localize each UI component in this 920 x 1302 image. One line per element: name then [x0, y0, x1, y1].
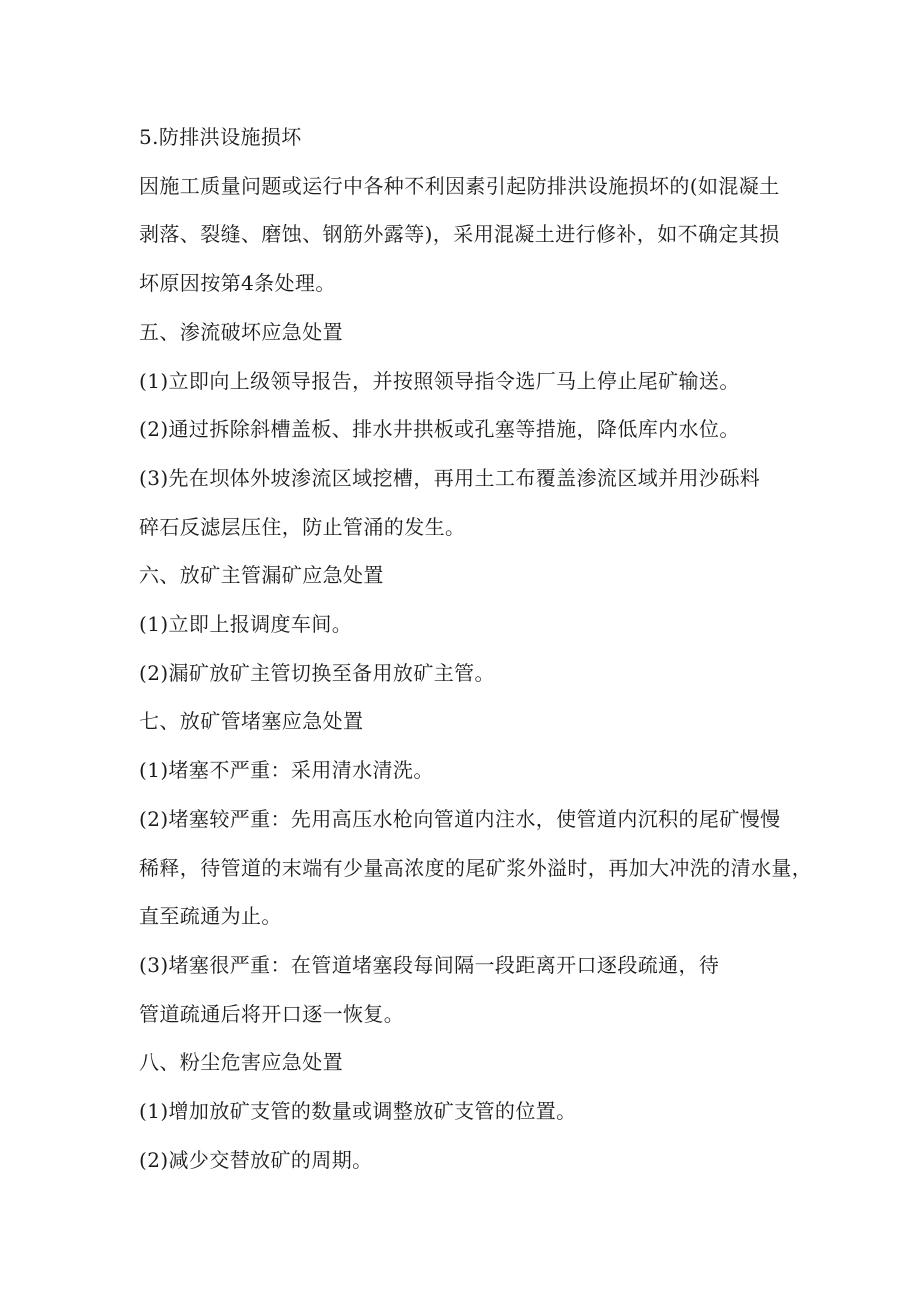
section-heading-pipe-block: 七、放矿管堵塞应急处置 [139, 709, 364, 734]
list-item-line: (3)堵塞很严重：在管道堵塞段每间隔一段距离开口逐段疏通，待 [139, 952, 720, 977]
paragraph-line: 坏原因按第4条处理。 [139, 271, 336, 296]
section-heading-dust: 八、粉尘危害应急处置 [139, 1050, 343, 1075]
list-item-continuation: 稀释，待管道的末端有少量高浓度的尾矿浆外溢时，再加大冲洗的清水量， [139, 855, 813, 880]
list-item-line: (2)减少交替放矿的周期。 [139, 1147, 373, 1172]
list-item-continuation: 管道疏通后将开口逐一恢复。 [139, 1001, 405, 1026]
section-heading-pipe-leak: 六、放矿主管漏矿应急处置 [139, 563, 384, 588]
section-heading-seepage: 五、渗流破坏应急处置 [139, 319, 343, 344]
list-item-line: (2)漏矿放矿主管切换至备用放矿主管。 [139, 660, 495, 685]
section-heading-flood-facility: 5.防排洪设施损坏 [139, 125, 302, 149]
list-item-line: (1)立即向上级领导报告，并按照领导指令选厂马上停止尾矿输送。 [139, 368, 740, 393]
paragraph-line: 剥落、裂缝、磨蚀、钢筋外露等)，采用混凝土进行修补，如不确定其损 [139, 222, 780, 247]
list-item-line: (1)增加放矿支管的数量或调整放矿支管的位置。 [139, 1099, 577, 1124]
list-item-line: (1)堵塞不严重：采用清水清洗。 [139, 758, 434, 783]
list-item-continuation: 碎石反滤层压住，防止管涌的发生。 [139, 514, 466, 539]
list-item-line: (2)堵塞较严重：先用高压水枪向管道内注水，使管道内沉积的尾矿慢慢 [139, 806, 781, 831]
document-content [139, 113, 813, 1184]
paragraph-line: 因施工质量问题或运行中各种不利因素引起防排洪设施损坏的(如混凝土 [139, 173, 780, 198]
list-item-line: (1)立即上报调度车间。 [139, 612, 353, 637]
list-item-continuation: 直至疏通为止。 [139, 904, 282, 929]
list-item-line: (3)先在坝体外坡渗流区域挖槽，再用土工布覆盖渗流区域并用沙砾料 [139, 465, 761, 490]
list-item-line: (2)通过拆除斜槽盖板、排水井拱板或孔塞等措施，降低库内水位。 [139, 417, 740, 442]
